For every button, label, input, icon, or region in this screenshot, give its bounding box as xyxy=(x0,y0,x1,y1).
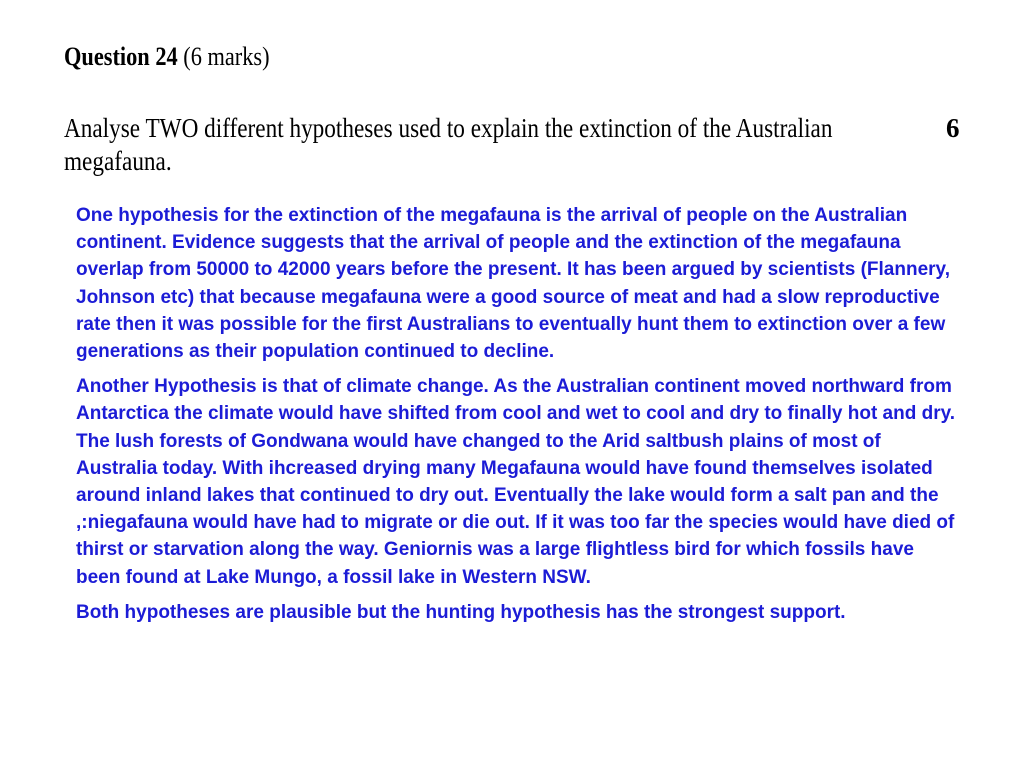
answer-text xyxy=(76,202,956,634)
answer-paragraph-1: One hypothesis for the extinction of the megafauna is the arrival of people on the Australian continent. Evidence suggests that the arrival of people and the extinction of the megafauna overlap from 50000 to 42000 years before the present. It has been argued by scientists (Flannery, Johnson etc) that because megafauna were a good source of meat and had a slow reproductive rate then it was possible for the first Australians to eventually hunt them to extinction over a few generations as their population continued to decline. xyxy=(76,205,950,363)
question-prompt: Analyse TWO different hypotheses used to explain the extinction of the Australian megafauna. xyxy=(64,113,833,176)
question-marks-value: 6 xyxy=(946,113,960,143)
question-number: Question 24 xyxy=(64,42,178,71)
question-header xyxy=(64,42,270,72)
answer-paragraph-3: Both hypotheses are plausible but the hunting hypothesis has the strongest support. xyxy=(76,601,846,623)
question-marks-label: (6 marks) xyxy=(183,42,270,71)
answer-paragraph-2: Another Hypothesis is that of climate change. As the Australian continent moved northward from Antarctica the climate would have shifted from cool and wet to cool and dry to finally hot and dry. The lush forests of Gondwana would have changed to the Arid saltbush plains of most of Australia today. With ihcreased drying many Megafauna would have found themselves isolated around inland lakes that continued to dry out. Eventually the lake would form a salt pan and the ,:niegafauna would have had to migrate or die out. If it was too far the species would have died of thirst or starvation along the way. Geniornis was a large flightless bird for which fossils have been found at Lake Mungo, a fossil lake in Western NSW. xyxy=(76,376,956,588)
